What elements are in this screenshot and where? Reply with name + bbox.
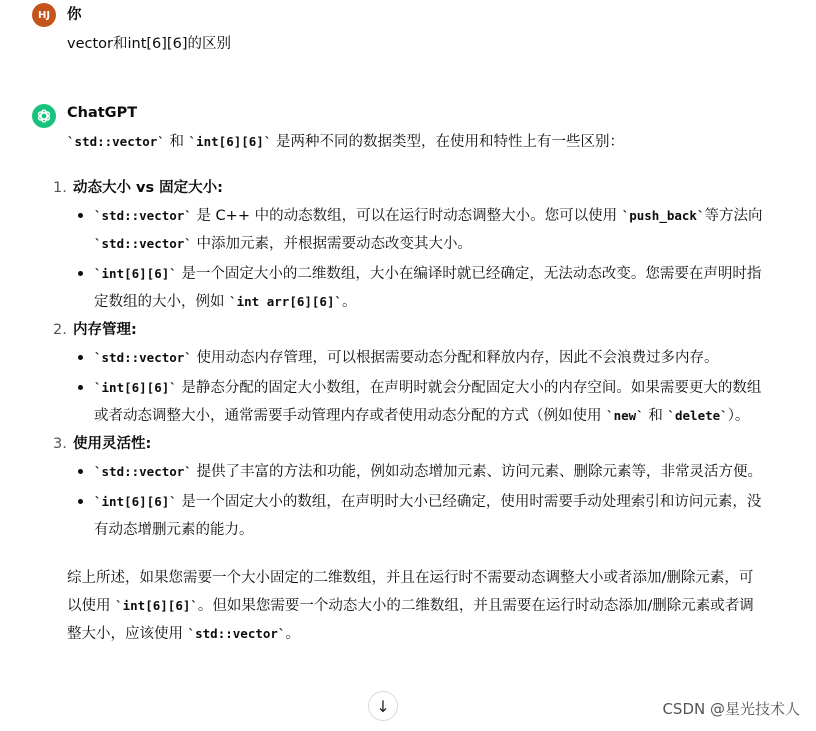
inline-code: `std::vector` [94,208,192,223]
inline-code: `int[6][6]` [188,134,272,149]
intro-text: 和 [164,134,189,150]
inline-code: `int arr[6][6]` [229,294,342,309]
conclusion-text: 。 [285,626,300,642]
inline-code: `std::vector` [67,134,165,149]
assistant-name: ChatGPT [67,105,138,121]
chatgpt-avatar [32,104,56,128]
conclusion-text: 综上所述，如果您需要一个大小固定的二维数组，并且在运行时不需要动态调整大小或者添加/删除元素，可以使用 [67,570,754,614]
bullet-item [73,488,767,544]
answer-intro [67,128,767,156]
intro-text: 是两种不同的数据类型，在使用和特性上有一些区别： [271,134,624,150]
inline-code: `std::vector` [94,236,192,251]
section-number: 2. [53,322,67,338]
bullet-item [73,344,767,372]
user-avatar: HJ [32,3,56,27]
inline-code: `push_back` [621,208,705,223]
section-heading [53,430,767,458]
section-item [53,174,767,316]
inline-code: `std::vector` [94,350,192,365]
bullet-list [73,458,767,544]
inline-code: `std::vector` [94,464,192,479]
bullet-text: 和 [643,408,668,424]
bullet-text: 是静态分配的固定大小数组，在声明时就会分配固定大小的内存空间。如果需要更大的数组或者动态调整大小，通常需要手动管理内存或者使用动态分配的方式（例如使用 [94,380,762,424]
inline-code: `int[6][6]` [94,266,177,281]
conclusion-text: 。但如果您需要一个动态大小的二维数组，并且需要在运行时动态添加/删除元素或者调整大小，应该使用 [67,598,754,642]
bullet-item [73,260,767,316]
answer-conclusion [67,564,767,648]
bullet-text: 中添加元素，并根据需要动态改变其大小。 [191,236,472,252]
bullet-item [73,374,767,430]
section-title: 使用灵活性: [73,436,152,452]
section-title: 内存管理: [73,322,137,338]
bullet-text: 是一个固定大小的数组，在声明时大小已经确定，使用时需要手动处理索引和访问元素，没有动态增删元素的能力。 [94,494,762,538]
scroll-down-button[interactable] [368,691,398,721]
section-number: 3. [53,436,67,452]
bullet-text: 使用动态内存管理，可以根据需要动态分配和释放内存，因此不会浪费过多内存。 [191,350,719,366]
user-name: 你 [67,7,82,23]
bullet-text: 等方法向 [704,208,763,224]
section-heading [53,174,767,202]
inline-code: `new` [606,408,644,423]
inline-code: `delete` [667,408,728,423]
section-title: 动态大小 vs 固定大小: [73,180,223,196]
arrow-down-icon: ↓ [376,696,390,716]
bullet-text: 是一个固定大小的二维数组，大小在编译时就已经确定，无法动态改变。您需要在声明时指定数组的大小，例如 [94,266,762,310]
section-item [53,430,767,544]
bullet-text: 。 [342,294,357,310]
user-message: vector和int[6][6]的区别 [67,36,231,52]
bullet-text: 提供了丰富的方法和功能，例如动态增加元素、访问元素、删除元素等，非常灵活方便。 [191,464,762,480]
bullet-item [73,458,767,486]
bullet-text: 是 C++ 中的动态数组，可以在运行时动态调整大小。您可以使用 [191,208,622,224]
openai-logo-icon [36,108,52,124]
inline-code: `int[6][6]` [94,380,177,395]
inline-code: `int[6][6]` [94,494,177,509]
section-heading [53,316,767,344]
bullet-list [73,202,767,316]
bullet-list [73,344,767,430]
inline-code: `int[6][6]` [115,598,198,613]
watermark: CSDN @星光技术人 [662,700,800,718]
assistant-answer [53,128,767,648]
inline-code: `std::vector` [187,626,286,641]
section-number: 1. [53,180,67,196]
bullet-item [73,202,767,258]
section-item [53,316,767,430]
sections-list [53,174,767,544]
bullet-text: ）。 [727,408,750,424]
